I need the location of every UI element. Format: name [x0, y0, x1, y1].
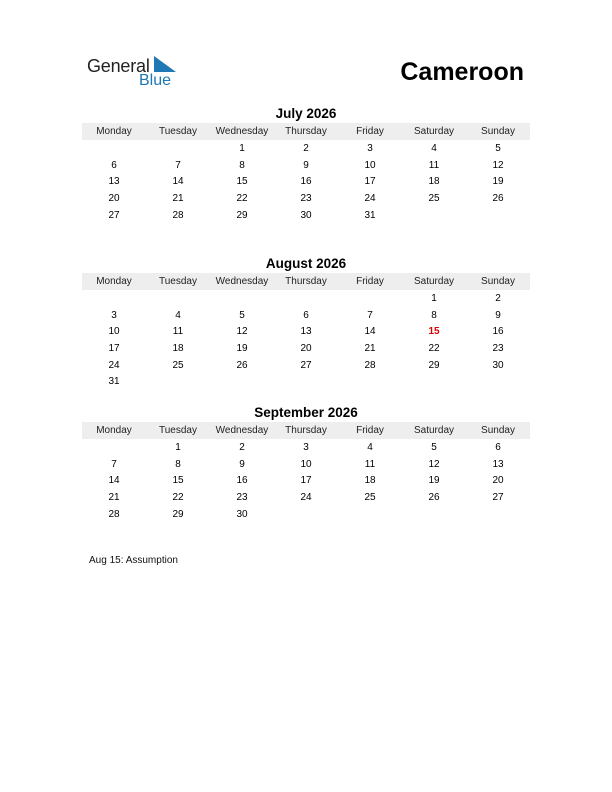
day-cell: 27 — [108, 209, 120, 221]
day-cell: 16 — [236, 475, 248, 487]
logo-text-general: General — [87, 56, 150, 76]
day-cell: 9 — [239, 458, 245, 470]
weekday-label: Friday — [356, 276, 384, 287]
day-cell: 21 — [172, 193, 184, 205]
day-cell: 15 — [428, 326, 440, 338]
day-cell: 19 — [236, 343, 248, 355]
empty-day-cell — [338, 374, 402, 391]
day-cell: 29 — [428, 359, 440, 371]
week-row — [82, 308, 530, 325]
empty-day-cell — [338, 507, 402, 524]
empty-day-cell — [466, 208, 530, 225]
weekday-label: Saturday — [413, 126, 455, 137]
holiday-footnote: Aug 15: Assumption — [89, 555, 178, 566]
day-cell: 23 — [300, 193, 312, 205]
day-cell: 27 — [300, 359, 312, 371]
day-cell: 1 — [431, 293, 437, 304]
week-row — [82, 174, 530, 191]
day-cell: 15 — [236, 176, 248, 188]
day-cell: 14 — [108, 475, 120, 487]
day-cell: 11 — [428, 159, 440, 171]
day-cell: 2 — [239, 442, 245, 453]
empty-day-cell — [402, 208, 466, 225]
week-row — [82, 191, 530, 208]
month-title: July 2026 — [275, 106, 337, 121]
week-row — [82, 473, 530, 490]
day-cell: 4 — [175, 309, 181, 321]
day-cell: 17 — [300, 475, 312, 487]
day-cell: 6 — [303, 309, 309, 321]
day-cell: 24 — [364, 193, 376, 205]
day-cell: 4 — [367, 442, 373, 453]
logo-triangle-icon — [154, 56, 176, 72]
day-cell: 20 — [300, 343, 312, 355]
day-cell: 20 — [108, 193, 120, 205]
day-cell: 3 — [111, 309, 117, 321]
day-cell: 14 — [364, 326, 376, 338]
day-cell: 17 — [108, 343, 120, 355]
day-cell: 22 — [236, 193, 248, 205]
empty-day-cell — [210, 374, 274, 391]
weekday-label: Thursday — [285, 276, 327, 287]
weekday-label: Wednesday — [215, 276, 269, 287]
day-cell: 5 — [431, 442, 437, 453]
day-cell: 13 — [492, 458, 504, 470]
day-cell: 29 — [236, 209, 248, 221]
empty-day-cell — [338, 291, 402, 308]
day-cell: 24 — [108, 359, 120, 371]
week-row — [82, 490, 530, 507]
week-row — [82, 158, 530, 175]
week-row — [82, 324, 530, 341]
day-cell: 25 — [428, 193, 440, 205]
day-cell: 30 — [492, 359, 504, 371]
day-cell: 25 — [364, 492, 376, 504]
day-cell: 17 — [364, 176, 376, 188]
day-cell: 13 — [300, 326, 312, 338]
day-cell: 7 — [367, 309, 373, 321]
day-cell: 12 — [428, 458, 440, 470]
weekday-label: Tuesday — [159, 425, 197, 436]
day-cell: 20 — [492, 475, 504, 487]
empty-day-cell — [146, 141, 210, 158]
empty-day-cell — [274, 507, 338, 524]
weekday-label: Monday — [96, 276, 132, 287]
day-cell: 23 — [492, 343, 504, 355]
empty-day-cell — [466, 374, 530, 391]
day-cell: 23 — [236, 492, 248, 504]
weekday-label: Saturday — [413, 425, 455, 436]
logo — [87, 56, 187, 92]
day-cell: 29 — [172, 508, 184, 520]
day-cell: 6 — [111, 159, 117, 171]
day-cell: 8 — [175, 458, 181, 470]
weekday-label: Sunday — [481, 425, 515, 436]
day-cell: 30 — [300, 209, 312, 221]
empty-day-cell — [402, 507, 466, 524]
day-cell: 15 — [172, 475, 184, 487]
day-cell: 1 — [239, 143, 245, 154]
day-cell: 31 — [364, 209, 376, 221]
week-row — [82, 208, 530, 225]
month-title: August 2026 — [265, 256, 347, 271]
weekday-header-row — [82, 273, 530, 290]
weekday-label: Tuesday — [159, 276, 197, 287]
day-cell: 9 — [495, 309, 501, 321]
weekday-header-row — [82, 123, 530, 140]
weekday-label: Thursday — [285, 126, 327, 137]
day-cell: 14 — [172, 176, 184, 188]
day-cell: 3 — [367, 143, 373, 154]
day-cell: 11 — [172, 326, 184, 338]
weekday-label: Friday — [356, 425, 384, 436]
week-row — [82, 358, 530, 375]
day-cell: 11 — [364, 458, 376, 470]
empty-day-cell — [466, 507, 530, 524]
day-cell: 28 — [108, 508, 120, 520]
day-cell: 1 — [175, 442, 181, 453]
day-cell: 2 — [303, 143, 309, 154]
day-cell: 26 — [428, 492, 440, 504]
weekday-label: Wednesday — [215, 126, 269, 137]
day-cell: 31 — [108, 376, 120, 388]
empty-day-cell — [82, 440, 146, 457]
day-cell: 19 — [428, 475, 440, 487]
weekday-label: Sunday — [481, 276, 515, 287]
empty-day-cell — [274, 374, 338, 391]
day-cell: 10 — [364, 159, 376, 171]
day-cell: 21 — [364, 343, 376, 355]
day-cell: 9 — [303, 159, 309, 171]
day-cell: 21 — [108, 492, 120, 504]
empty-day-cell — [146, 291, 210, 308]
day-cell: 10 — [108, 326, 120, 338]
weekday-label: Saturday — [413, 276, 455, 287]
empty-day-cell — [82, 141, 146, 158]
weekday-label: Monday — [96, 425, 132, 436]
month-august — [82, 255, 530, 391]
empty-day-cell — [274, 291, 338, 308]
day-cell: 19 — [492, 176, 504, 188]
day-cell: 5 — [495, 143, 501, 154]
weekday-header-row — [82, 422, 530, 439]
day-cell: 26 — [492, 193, 504, 205]
week-row — [82, 457, 530, 474]
weekday-label: Monday — [96, 126, 132, 137]
day-cell: 12 — [492, 159, 504, 171]
weekday-label: Wednesday — [215, 425, 269, 436]
empty-day-cell — [210, 291, 274, 308]
week-row — [82, 440, 530, 457]
week-row — [82, 374, 530, 391]
day-cell: 6 — [495, 442, 501, 453]
week-row — [82, 141, 530, 158]
empty-day-cell — [146, 374, 210, 391]
day-cell: 26 — [236, 359, 248, 371]
week-row — [82, 507, 530, 524]
day-cell: 12 — [236, 326, 248, 338]
day-cell: 16 — [300, 176, 312, 188]
day-cell: 4 — [431, 143, 437, 154]
empty-day-cell — [402, 374, 466, 391]
day-cell: 5 — [239, 309, 245, 321]
day-cell: 30 — [236, 508, 248, 520]
day-cell: 18 — [428, 176, 440, 188]
day-cell: 7 — [111, 458, 117, 470]
day-cell: 13 — [108, 176, 120, 188]
weekday-label: Thursday — [285, 425, 327, 436]
day-cell: 27 — [492, 492, 504, 504]
day-cell: 8 — [239, 159, 245, 171]
month-september — [82, 404, 530, 523]
day-cell: 18 — [172, 343, 184, 355]
day-cell: 3 — [303, 442, 309, 453]
day-cell: 28 — [364, 359, 376, 371]
day-cell: 24 — [300, 492, 312, 504]
day-cell: 22 — [172, 492, 184, 504]
month-july — [82, 105, 530, 224]
day-cell: 7 — [175, 159, 181, 171]
day-cell: 25 — [172, 359, 184, 371]
week-row — [82, 291, 530, 308]
day-cell: 18 — [364, 475, 376, 487]
weekday-label: Friday — [356, 126, 384, 137]
day-cell: 16 — [492, 326, 504, 338]
empty-day-cell — [82, 291, 146, 308]
week-row — [82, 341, 530, 358]
day-cell: 2 — [495, 293, 501, 304]
day-cell: 10 — [300, 458, 312, 470]
day-cell: 22 — [428, 343, 440, 355]
logo-text-blue: Blue — [139, 72, 172, 89]
weekday-label: Sunday — [481, 126, 515, 137]
day-cell: 28 — [172, 209, 184, 221]
weekday-label: Tuesday — [159, 126, 197, 137]
month-title: September 2026 — [254, 405, 358, 420]
day-cell: 8 — [431, 309, 437, 321]
country-title: Cameroon — [400, 58, 524, 86]
